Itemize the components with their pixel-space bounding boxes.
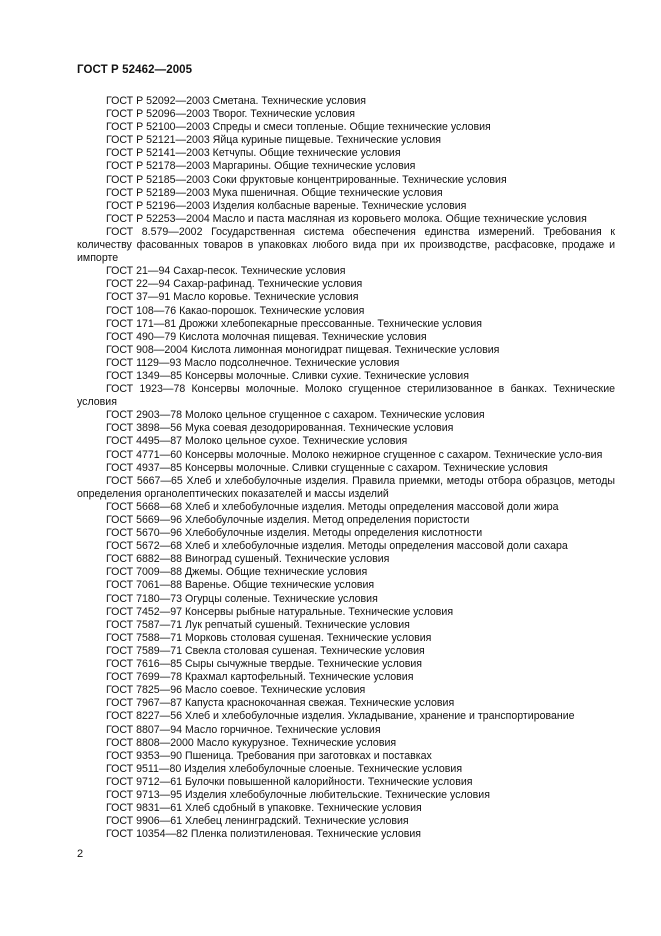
list-item: ГОСТ Р 52100—2003 Спреды и смеси топленые. Общие технические условия xyxy=(106,121,491,134)
list-item: ГОСТ 22—94 Сахар-рафинад. Технические условия xyxy=(106,278,363,291)
list-item: ГОСТ 9713—95 Изделия хлебобулочные любительские. Технические условия xyxy=(106,788,490,801)
list-item: ГОСТ 7967—87 Капуста краснокочанная свежая. Технические условия xyxy=(106,697,455,710)
list-item: ГОСТ 5669—96 Хлебобулочные изделия. Метод определения пористости xyxy=(106,514,470,526)
list-item: ГОСТ 5672—68 Хлеб и хлебобулочные изделия. Методы определения массовой доли сахара xyxy=(106,540,568,553)
list-item: ГОСТ 9712—61 Булочки повышенной калорийности. Технические условия xyxy=(106,775,473,788)
list-item: ГОСТ 7588—71 Морковь столовая сушеная. Технические условия xyxy=(106,631,432,644)
standards-reference-list xyxy=(77,95,615,841)
list-item: ГОСТ 8.579—2002 Государственная система обеспечения единства измерений. Требования к количеству фасованных товаров в упаковках любого вида при их производстве, расфасовке, продаже и импорте xyxy=(77,225,615,265)
list-item: ГОСТ 7587—71 Лук репчатый сушеный. Технические условия xyxy=(106,618,410,631)
list-item: ГОСТ 7616—85 Сыры сычужные твердые. Технические условия xyxy=(106,658,423,671)
list-item: ГОСТ 2903—78 Молоко цельное сгущенное с сахаром. Технические условия xyxy=(106,409,485,422)
list-item: ГОСТ 4937—85 Консервы молочные. Сливки сгущенные с сахаром. Технические условия xyxy=(106,461,548,474)
list-item: ГОСТ 8808—2000 Масло кукурузное. Технические условия xyxy=(106,736,397,749)
list-item: ГОСТ 171—81 Дрожжи хлебопекарные прессованные. Технические условия xyxy=(106,317,483,330)
list-item: ГОСТ 9906—61 Хлебец ленинградский. Технические условия xyxy=(106,815,409,828)
list-item: ГОСТ 9511—80 Изделия хлебобулочные слоеные. Технические условия xyxy=(106,762,463,775)
list-item: ГОСТ 3898—56 Мука соевая дезодорированная. Технические условия xyxy=(106,422,454,435)
list-item: ГОСТ 21—94 Сахар-песок. Технические условия xyxy=(106,265,346,278)
list-item: ГОСТ Р 52196—2003 Изделия колбасные вареные. Технические условия xyxy=(106,199,467,212)
list-item: ГОСТ Р 52178—2003 Маргарины. Общие технические условия xyxy=(106,160,416,173)
list-item: ГОСТ 7061—88 Варенье. Общие технические условия xyxy=(106,579,375,592)
list-item: ГОСТ 5670—96 Хлебобулочные изделия. Методы определения кислотности xyxy=(106,527,483,540)
list-item: ГОСТ 4771—60 Консервы молочные. Молоко нежирное сгущенное с сахаром. Технические усло-вия xyxy=(106,448,603,461)
list-item: ГОСТ 7589—71 Свекла столовая сушеная. Технические условия xyxy=(106,644,425,657)
list-item: ГОСТ 4495—87 Молоко цельное сухое. Технические условия xyxy=(106,435,408,448)
list-item: ГОСТ 7180—73 Огурцы соленые. Технические условия xyxy=(106,592,378,605)
list-item: ГОСТ 1923—78 Консервы молочные. Молоко сгущенное стерилизованное в банках. Технические условия xyxy=(77,383,615,409)
list-item: ГОСТ 490—79 Кислота молочная пищевая. Технические условия xyxy=(106,330,427,343)
list-item: ГОСТ Р 52253—2004 Масло и паста масляная из коровьего молока. Общие технические условия xyxy=(106,212,587,225)
list-item: ГОСТ 1129—93 Масло подсолнечное. Технические условия xyxy=(106,356,400,369)
list-item: ГОСТ 7452—97 Консервы рыбные натуральные. Технические условия xyxy=(106,605,454,618)
list-item: ГОСТ 7009—88 Джемы. Общие технические условия xyxy=(106,566,368,579)
list-item: ГОСТ Р 52121—2003 Яйца куриные пищевые. Технические условия xyxy=(106,134,441,147)
list-item: ГОСТ 8227—56 Хлеб и хлебобулочные изделия. Укладывание, хранение и транспортирование xyxy=(106,710,575,723)
list-item: ГОСТ 108—76 Какао-порошок. Технические условия xyxy=(106,304,365,317)
list-item: ГОСТ Р 52189—2003 Мука пшеничная. Общие технические условия xyxy=(106,186,443,199)
list-item: ГОСТ 8807—94 Масло горчичное. Технические условия xyxy=(106,723,381,736)
list-item: ГОСТ Р 52096—2003 Творог. Технические условия xyxy=(106,108,355,121)
list-item: ГОСТ 5668—68 Хлеб и хлебобулочные изделия. Методы определения массовой доли жира xyxy=(106,500,559,513)
list-item: ГОСТ 7825—96 Масло соевое. Технические условия xyxy=(106,684,366,697)
list-item: ГОСТ 10354—82 Пленка полиэтиленовая. Технические условия xyxy=(106,828,422,841)
document-header: ГОСТ Р 52462—2005 xyxy=(77,64,193,76)
list-item: ГОСТ 5667—65 Хлеб и хлебобулочные изделия. Правила приемки, методы отбора образцов, методы определения органолептических показателей и массы изделий xyxy=(77,474,615,500)
list-item: ГОСТ Р 52092—2003 Сметана. Технические условия xyxy=(106,95,367,107)
page-number: 2 xyxy=(77,848,84,860)
list-item: ГОСТ 9831—61 Хлеб сдобный в упаковке. Технические условия xyxy=(106,802,422,815)
list-item: ГОСТ 37—91 Масло коровье. Технические условия xyxy=(106,291,359,304)
list-item: ГОСТ 1349—85 Консервы молочные. Сливки сухие. Технические условия xyxy=(106,369,469,382)
list-item: ГОСТ 7699—78 Крахмал картофельный. Технические условия xyxy=(106,671,414,684)
list-item: ГОСТ 9353—90 Пшеница. Требования при заготовках и поставках xyxy=(106,749,432,762)
list-item: ГОСТ 6882—88 Виноград сушеный. Технические условия xyxy=(106,553,390,566)
list-item: ГОСТ 908—2004 Кислота лимонная моногидрат пищевая. Технические условия xyxy=(106,343,500,356)
list-item: ГОСТ Р 52185—2003 Соки фруктовые концентрированные. Технические условия xyxy=(106,173,507,186)
list-item: ГОСТ Р 52141—2003 Кетчупы. Общие технические условия xyxy=(106,147,401,160)
